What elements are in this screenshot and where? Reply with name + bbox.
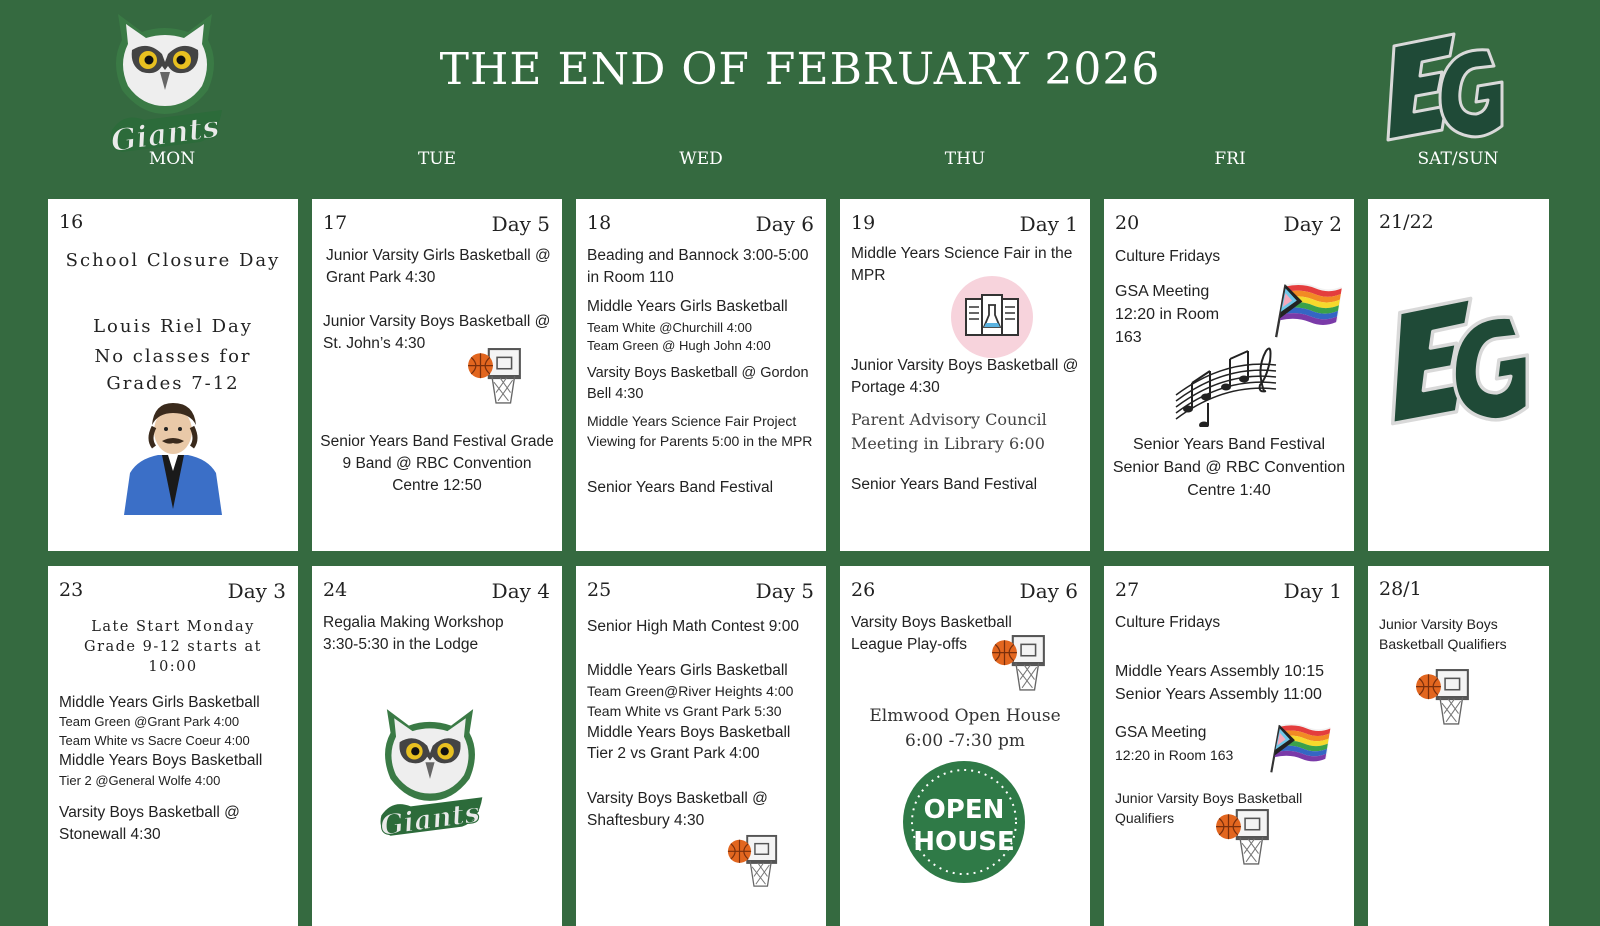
event-jv-boys-basketball: Junior Varsity Boys Basketball @ St. John’s 4:30	[323, 313, 551, 352]
event-my-assembly: Middle Years Assembly 10:15	[1115, 663, 1325, 680]
event-no-classes: No classes for Grades 7-12	[94, 346, 252, 394]
event-my-girls-basketball: Middle Years Girls Basketball	[59, 694, 260, 711]
school-day: Day 1	[1019, 212, 1078, 236]
day-cell-19	[840, 199, 1090, 551]
event-regalia-workshop: Regalia Making Workshop 3:30-5:30 in the Lodge	[323, 614, 504, 653]
event-team-white: Team White vs Sacre Coeur 4:00	[59, 733, 250, 748]
day-cell-25	[576, 566, 826, 926]
day-header-tue: TUE	[417, 149, 457, 169]
basketball-hoop-icon	[1214, 808, 1272, 866]
school-day: Day 6	[1019, 579, 1078, 603]
event-jv-girls-basketball: Junior Varsity Girls Basketball @ Grant Park 4:30	[326, 247, 551, 286]
event-tier-2: Tier 2 vs Grant Park 4:00	[587, 745, 760, 762]
event-grade-start: Grade 9-12 starts at 10:00	[83, 639, 262, 675]
event-band-festival: Senior Years Band Festival	[587, 479, 774, 496]
event-culture-fridays: Culture Fridays	[1115, 614, 1221, 631]
event-sy-assembly: Senior Years Assembly 11:00	[1115, 686, 1322, 703]
date-number: 21/22	[1379, 211, 1434, 233]
date-number: 20	[1115, 212, 1140, 234]
basketball-hoop-icon	[1414, 668, 1472, 726]
event-parent-council: Parent Advisory Council Meeting in Library 6:00	[851, 410, 1047, 453]
event-louis-riel: Louis Riel Day	[93, 316, 253, 337]
event-varsity-boys: Varsity Boys Basketball @ Gordon Bell 4:30	[587, 365, 809, 402]
event-my-girls-basketball: Middle Years Girls Basketball	[587, 298, 788, 315]
event-team-green: Team Green @ Hugh John 4:00	[587, 338, 771, 353]
date-number: 26	[851, 579, 876, 601]
event-gsa-meeting: GSA Meeting	[1115, 724, 1207, 741]
school-day: Day 2	[1283, 212, 1342, 236]
pride-flag-icon	[1270, 279, 1346, 339]
event-late-start: Late Start Monday	[91, 619, 255, 635]
event-band-festival: Senior Years Band Festival	[851, 476, 1038, 493]
date-number: 16	[59, 211, 84, 233]
event-my-boys-basketball: Middle Years Boys Basketball	[59, 752, 263, 769]
svg-text:OPEN: OPEN	[923, 795, 1005, 825]
event-science-fair: Middle Years Science Fair in the MPR	[851, 245, 1073, 284]
school-day: Day 5	[491, 212, 550, 236]
day-header-thu: THU	[944, 149, 986, 169]
day-cell-23	[48, 566, 298, 926]
school-day: Day 4	[491, 579, 550, 603]
open-house-badge-icon	[902, 760, 1026, 884]
event-gsa-room: 12:20 in Room 163	[1115, 747, 1234, 763]
calendar-title: THE END OF FEBRUARY 2026	[439, 44, 1161, 95]
school-day: Day 3	[227, 579, 286, 603]
event-band-festival: Senior Years Band Festival Senior Band @ RBC Convention Centre 1:40	[1112, 436, 1346, 499]
event-varsity-boys: Varsity Boys Basketball @ Shaftesbury 4:30	[587, 790, 768, 829]
day-cell-27	[1104, 566, 1354, 926]
event-team-green: Team Green @Grant Park 4:00	[59, 714, 240, 729]
basketball-hoop-icon	[990, 634, 1048, 692]
pride-flag-icon	[1262, 720, 1338, 774]
event-gsa-meeting: GSA Meeting 12:20 in Room 163	[1115, 283, 1220, 346]
day-header-wed: WED	[679, 149, 723, 169]
event-team-white: Team White @Churchill 4:00	[587, 320, 752, 335]
giants-owl-logo	[374, 704, 486, 850]
science-fair-icon	[950, 275, 1034, 359]
event-jv-boys-basketball: Junior Varsity Boys Basketball @ Portage 4:30	[851, 357, 1079, 396]
day-cell-16	[48, 199, 298, 551]
day-cell-26	[840, 566, 1090, 926]
day-header-mon: MON	[148, 149, 196, 169]
date-number: 25	[587, 579, 612, 601]
day-cell-17	[312, 199, 562, 551]
eg-logo	[1388, 289, 1532, 433]
eg-logo	[1384, 26, 1506, 148]
day-cell-24	[312, 566, 562, 926]
date-number: 23	[59, 579, 84, 601]
event-team-green: Team Green@River Heights 4:00	[587, 683, 794, 699]
day-header-weekend: SAT/SUN	[1417, 149, 1499, 169]
event-band-festival: Senior Years Band Festival Grade 9 Band @ RBC Convention Centre 12:50	[320, 433, 554, 494]
event-varsity-playoffs: Varsity Boys Basketball League Play-offs	[851, 614, 1012, 653]
event-culture-fridays: Culture Fridays	[1115, 248, 1221, 265]
svg-text:HOUSE: HOUSE	[913, 827, 1015, 857]
day-header-fri: FRI	[1214, 149, 1246, 169]
event-science-fair-viewing: Middle Years Science Fair Project Viewing for Parents 5:00 in the MPR	[587, 413, 813, 449]
school-day: Day 1	[1283, 579, 1342, 603]
day-cell-21-22	[1368, 199, 1549, 551]
event-beading-bannock: Beading and Bannock 3:00-5:00 in Room 110	[587, 247, 809, 286]
event-team-white: Team White vs Grant Park 5:30	[587, 703, 782, 719]
school-day: Day 5	[755, 579, 814, 603]
day-cell-18	[576, 199, 826, 551]
event-my-boys-basketball: Middle Years Boys Basketball	[587, 724, 791, 741]
basketball-hoop-icon	[726, 834, 780, 888]
date-number: 19	[851, 212, 876, 234]
date-number: 27	[1115, 579, 1140, 601]
event-tier-2: Tier 2 @General Wolfe 4:00	[59, 773, 221, 788]
event-my-girls-basketball: Middle Years Girls Basketball	[587, 662, 788, 679]
event-school-closure: School Closure Day	[65, 250, 281, 271]
event-jv-qualifiers: Junior Varsity Boys Basketball Qualifiers	[1115, 790, 1303, 826]
event-open-house-time: 6:00 -7:30 pm	[905, 731, 1025, 751]
day-cell-28-1	[1368, 566, 1549, 926]
date-number: 28/1	[1379, 578, 1422, 600]
louis-riel-portrait-icon	[118, 399, 228, 515]
event-jv-qualifiers: Junior Varsity Boys Basketball Qualifiers	[1379, 616, 1507, 652]
day-cell-20	[1104, 199, 1354, 551]
date-number: 18	[587, 212, 612, 234]
event-math-contest: Senior High Math Contest 9:00	[587, 618, 799, 635]
basketball-hoop-icon	[466, 347, 524, 405]
school-day: Day 6	[755, 212, 814, 236]
event-open-house: Elmwood Open House	[869, 706, 1061, 726]
event-varsity-boys: Varsity Boys Basketball @ Stonewall 4:30	[59, 804, 240, 843]
date-number: 24	[323, 579, 348, 601]
date-number: 17	[323, 212, 348, 234]
music-notes-icon	[1174, 339, 1278, 427]
